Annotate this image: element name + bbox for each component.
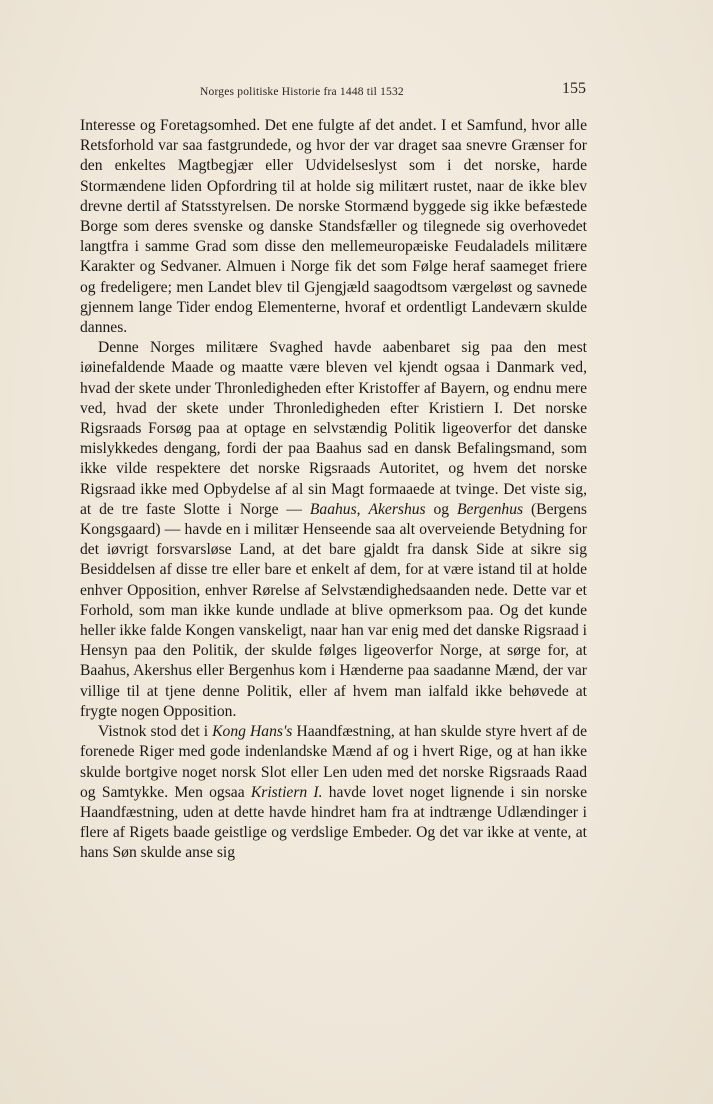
body-text [80,116,587,864]
paragraph-2-text-b: (Bergens Kongsgaard) — havde en i militær Henseende saa alt overveiende Betydning for det iøvrigt forsvarsløse Land, at det bare gjaldt fra dansk Side at sikre sig Besiddelsen af disse tre eller bare et enkelt af dem, for at være istand til at holde enhver Opposition, enhver Rørelse af Selvstændighedsaanden nede. Dette var et Forhold, som man ikke kunde undlade at blive opmerksom paa. Og det kunde heller ikke falde Kongen vanskeligt, naar han var enig med det danske Rigsraad i Hensyn paa den Politik, der skulde følges ligeoverfor Norge, at sørge for, at Baahus, Akershus eller Bergenhus kom i Hænderne paa saadanne Mænd, der var villige til at tjene denne Politik, eller af hvem man ialfald ikke behøvede at frygte nogen Opposition. [80,500,587,720]
bergenhus-italic: Bergenhus [456,500,524,518]
paragraph-3 [80,722,587,863]
kristiern-italic: Kristiern I. [250,783,323,801]
paragraph-3-text-c: havde lovet noget lignende i sin norske Haandfæstning, uden at dette havde hindret ham fra at indtrænge Udlændinger i flere af Rigets baade geistlige og verdslige Embeder. Og det var ikke at vente, at hans Søn skulde anse sig [80,783,588,862]
running-title: Norges politiske Historie fra 1448 til 1532 [200,86,404,98]
paragraph-3-text-a: Vistnok stod det i [98,723,213,741]
paragraph-1-text: Interesse og Foretagsomhed. Det ene fulgte af det andet. I et Samfund, hvor alle Retsforhold var saa fastgrundede, og hvor der var draget saa snevre Grænser for den enkeltes Magtbegjær eller Udvidelseslyst som i det norske, harde Stormændene liden Opfordring til at holde sig militært rustet, naar de ikke blev drevne dertil af Statsstyrelsen. De norske Stormænd byggede sig ikke befæstede Borge som deres svenske og danske Standsfæller og tilegnede sig overhovedet langtfra i samme Grad som disse den mellemeuropæiske Feudaladels militære Karakter og Sedvaner. Almuen i Norge fik det som Følge heraf saameget friere og fredeligere; men Landet blev til Gjengjæld saagodtsom værgeløst og savnede gjennem lange Tider endog Elementerne, hvoraf et ordentligt Landeværn skulde dannes. [80,117,587,337]
baahus-italic: Baahus [309,500,357,518]
paragraph-2-text-a: Denne Norges militære Svaghed havde aabenbaret sig paa den mest iøinefaldende Maade og maatte være bleven vel kjendt ogsaa i Danmark ved, hvad der skete under Thronledigheden efter Kristoffer af Bayern, og endnu mere ved, hvad der skete under Thronledigheden efter Kristiern I. Det norske Rigsraads Forsøg paa at optage en selvstændig Politik ligeoverfor det danske mislykkedes dengang, fordi der paa Baahus sad en dansk Befalingsmand, som ikke vilde respektere det norske Rigsraads Autoritet, og hvem det norske Rigsraad ikke med Opbydelse af al sin Magt formaaede at tvinge. Det viste sig, at de tre faste Slotte i Norge — [80,339,587,518]
kong-hans-italic: Kong Hans's [212,723,293,741]
page-header [80,80,590,104]
akershus-italic: Akershus [368,500,426,518]
paragraph-1 [80,116,587,338]
paragraph-2 [80,338,587,722]
separator-1: , [356,500,369,518]
separator-2: og [425,500,457,518]
page-number: 155 [562,80,586,97]
paragraph-3-text-b: Haandfæstning, at han skulde styre hvert af de forenede Riger med gode indenlandske Mænd af og i hvert Rige, og at han ikke skulde bortgive noget norsk Slot eller Len uden med det norske Rigsraads Raad og Samtykke. Men ogsaa [80,723,587,801]
